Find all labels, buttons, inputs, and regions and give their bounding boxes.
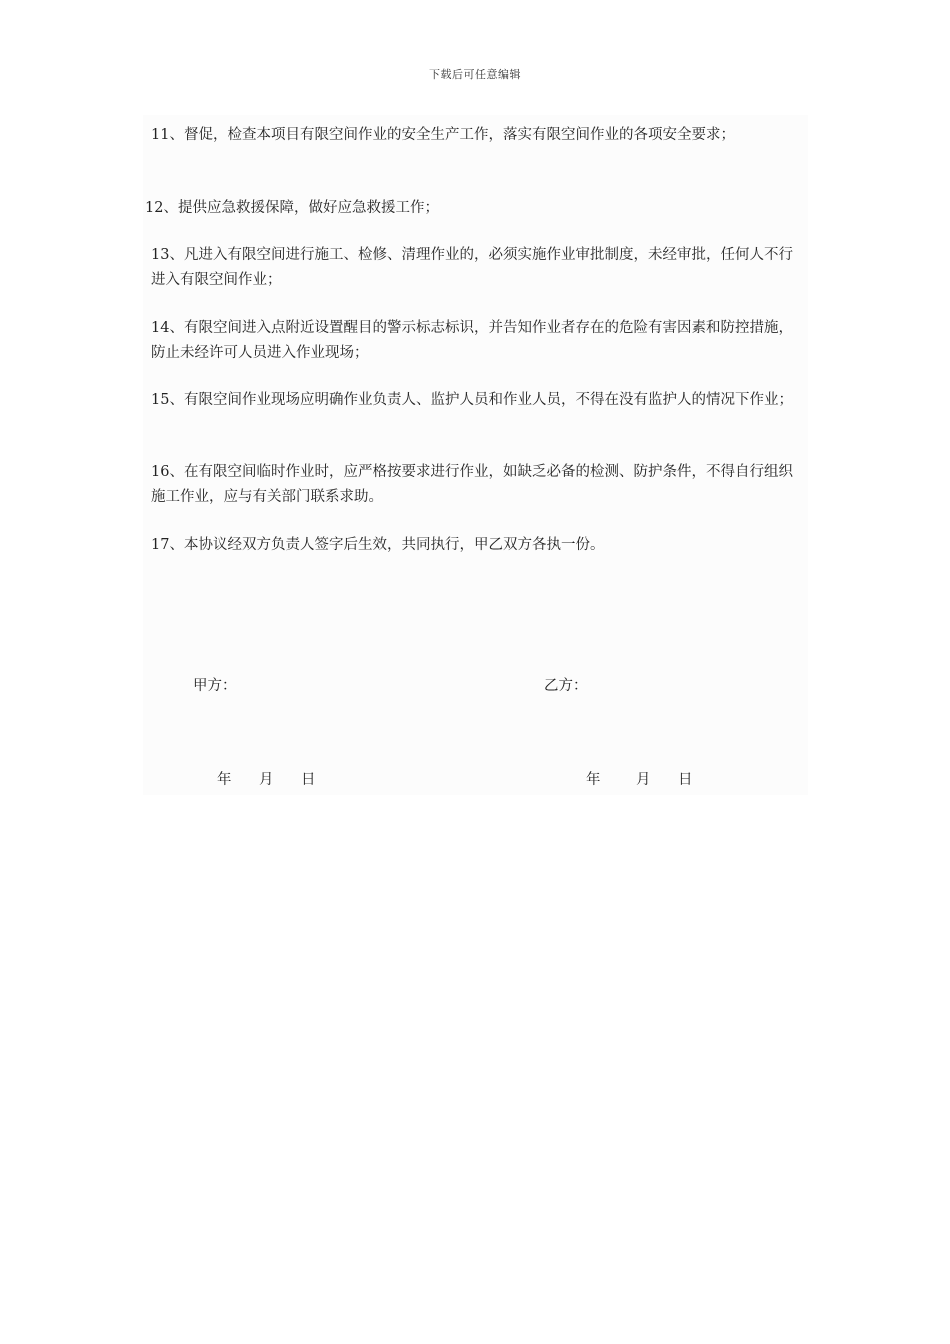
party-b-signature-label: 乙方： — [544, 678, 588, 694]
party-a-signature-label: 甲方： — [193, 678, 237, 694]
clause-13: 13、凡进入有限空间进行施工、检修、清理作业的，必须实施作业审批制度，未经审批，任何人不行进入有限空间作业； — [151, 247, 793, 288]
party-b-year: 年 — [586, 772, 601, 788]
party-a-day: 日 — [301, 772, 316, 788]
clause-11: 11、督促，检查本项目有限空间作业的安全生产工作，落实有限空间作业的各项安全要求； — [151, 127, 735, 143]
party-b-day: 日 — [678, 772, 693, 788]
agreement-body — [143, 115, 808, 795]
party-b-month: 月 — [636, 772, 651, 788]
party-a-month: 月 — [259, 772, 274, 788]
clause-17: 17、本协议经双方负责人签字后生效，共同执行，甲乙双方各执一份。 — [151, 537, 605, 553]
page-header: 下载后可任意编辑 — [429, 68, 521, 81]
clause-15: 15、有限空间作业现场应明确作业负责人、监护人员和作业人员，不得在没有监护人的情况下作业； — [151, 392, 793, 408]
clause-12: 12、提供应急救援保障，做好应急救援工作； — [145, 200, 439, 216]
party-a-year: 年 — [217, 772, 232, 788]
clause-16: 16、在有限空间临时作业时，应严格按要求进行作业，如缺乏必备的检测、防护条件，不得自行组织施工作业，应与有关部门联系求助。 — [151, 464, 793, 505]
clause-14: 14、有限空间进入点附近设置醒目的警示标志标识，并告知作业者存在的危险有害因素和防控措施，防止未经许可人员进入作业现场； — [151, 320, 793, 361]
